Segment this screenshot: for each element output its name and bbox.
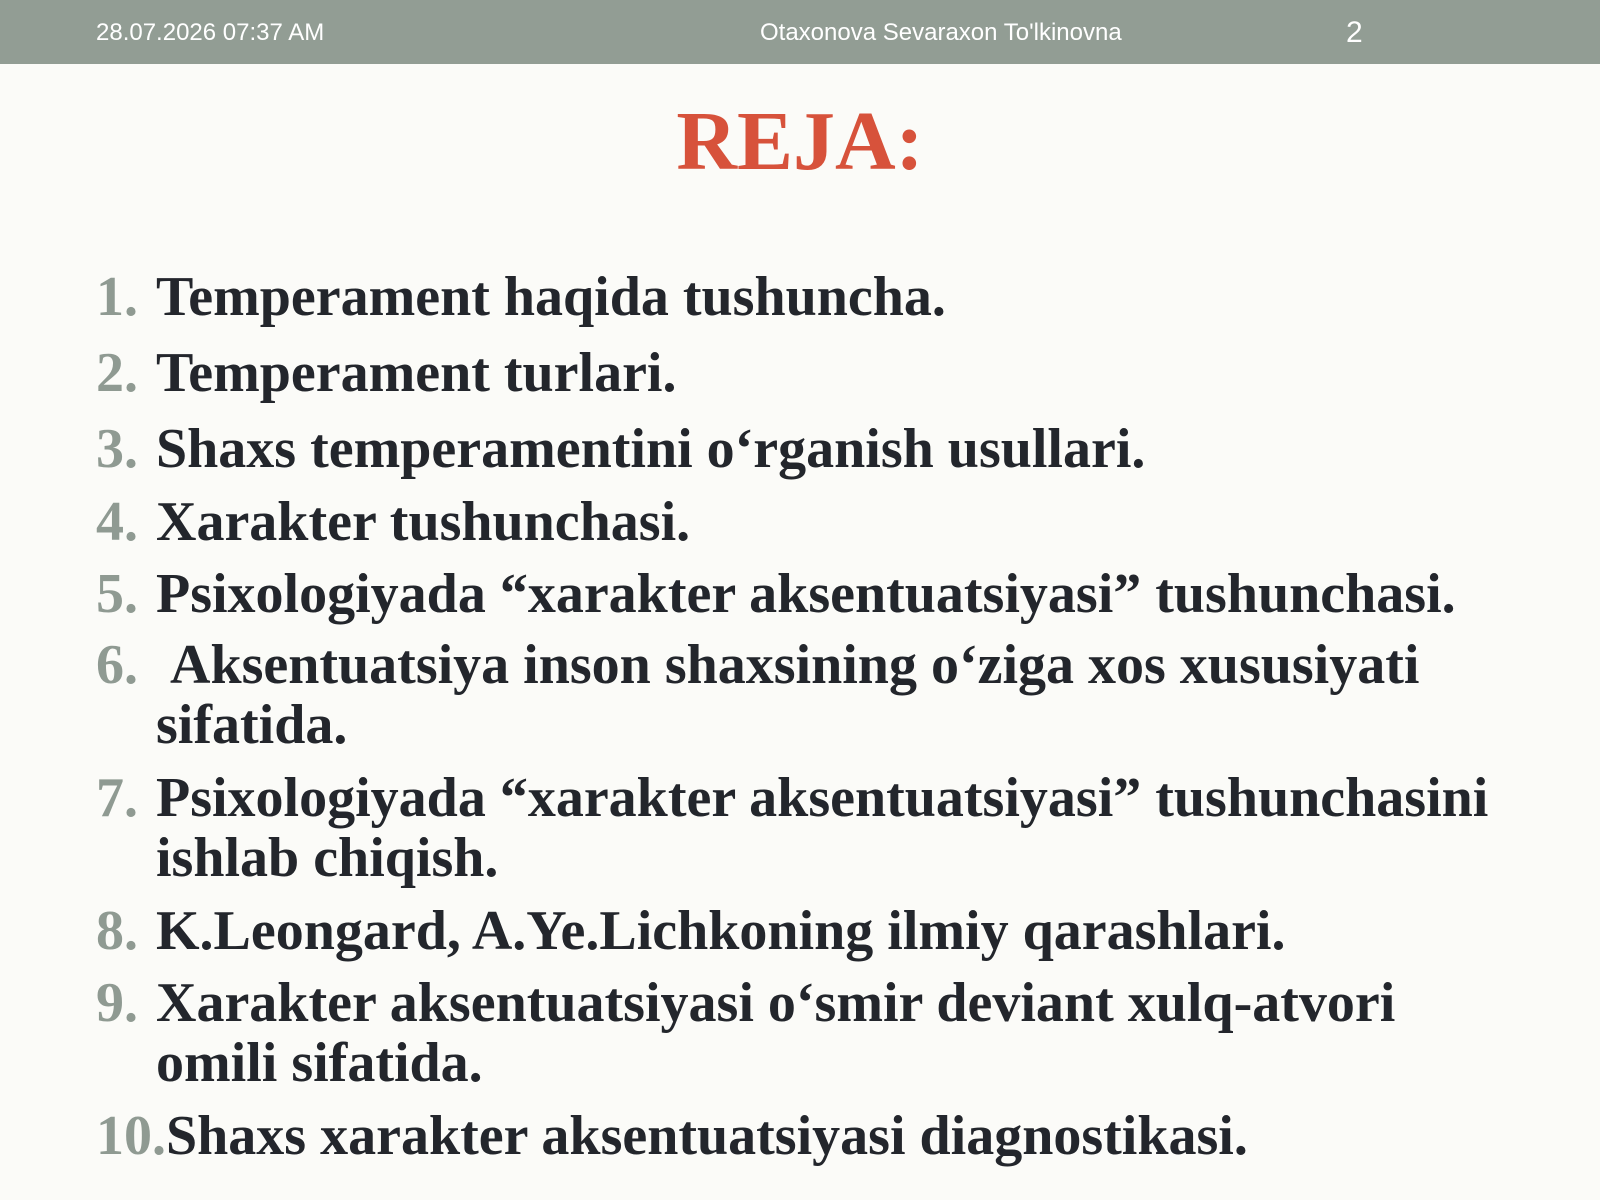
plan-item-text: Psixologiyada “xarakter aksentuatsiyasi” tushunchasi. bbox=[156, 563, 1456, 625]
plan-item-text: Xarakter aksentuatsiyasi o‘smir deviant xulq-atvori omili sifatida. bbox=[156, 972, 1396, 1094]
plan-item-text: Psixologiyada “xarakter aksentuatsiyasi” tushunchasini ishlab chiqish. bbox=[156, 767, 1489, 889]
plan-item-text: Xarakter tushunchasi. bbox=[156, 491, 691, 553]
plan-item-number: 3. bbox=[96, 418, 138, 480]
plan-item-8 bbox=[96, 901, 1516, 961]
slide-author: Otaxonova Sevaraxon To'lkinovna bbox=[760, 19, 1122, 46]
plan-item-number: 9. bbox=[96, 972, 138, 1034]
plan-item-number: 4. bbox=[96, 491, 138, 553]
plan-item-10 bbox=[96, 1106, 1516, 1166]
plan-item-text: Shaxs xarakter aksentuatsiyasi diagnostikasi. bbox=[166, 1105, 1248, 1167]
plan-item-number: 7. bbox=[96, 767, 138, 829]
plan-item-number: 1. bbox=[96, 266, 138, 328]
plan-item-text: Aksentuatsiya inson shaxsining o‘ziga xos xususiyati sifatida. bbox=[156, 634, 1434, 756]
plan-item-text: Temperament haqida tushuncha. bbox=[156, 266, 946, 328]
plan-item-text: K.Leongard, A.Ye.Lichkoning ilmiy qarashlari. bbox=[156, 900, 1286, 962]
plan-item-5 bbox=[96, 564, 1516, 624]
plan-item-number: 2. bbox=[96, 342, 138, 404]
plan-item-text: Shaxs temperamentini o‘rganish usullari. bbox=[156, 418, 1146, 480]
plan-item-number: 8. bbox=[96, 900, 138, 962]
plan-item-7 bbox=[96, 768, 1516, 888]
slide-date: 28.07.2026 07:37 AM bbox=[96, 19, 325, 46]
plan-item-1 bbox=[96, 267, 1516, 327]
slide-page-number: 2 bbox=[1346, 16, 1363, 49]
plan-item-6 bbox=[96, 635, 1516, 755]
plan-item-9 bbox=[96, 973, 1516, 1093]
plan-item-number: 10. bbox=[96, 1105, 166, 1167]
plan-item-number: 5. bbox=[96, 563, 138, 625]
plan-item-3 bbox=[96, 419, 1516, 479]
plan-item-number: 6. bbox=[96, 634, 138, 696]
plan-item-text: Temperament turlari. bbox=[156, 342, 677, 404]
slide-title: REJA: bbox=[676, 95, 924, 188]
plan-item-4 bbox=[96, 492, 1516, 552]
plan-item-2 bbox=[96, 343, 1516, 403]
